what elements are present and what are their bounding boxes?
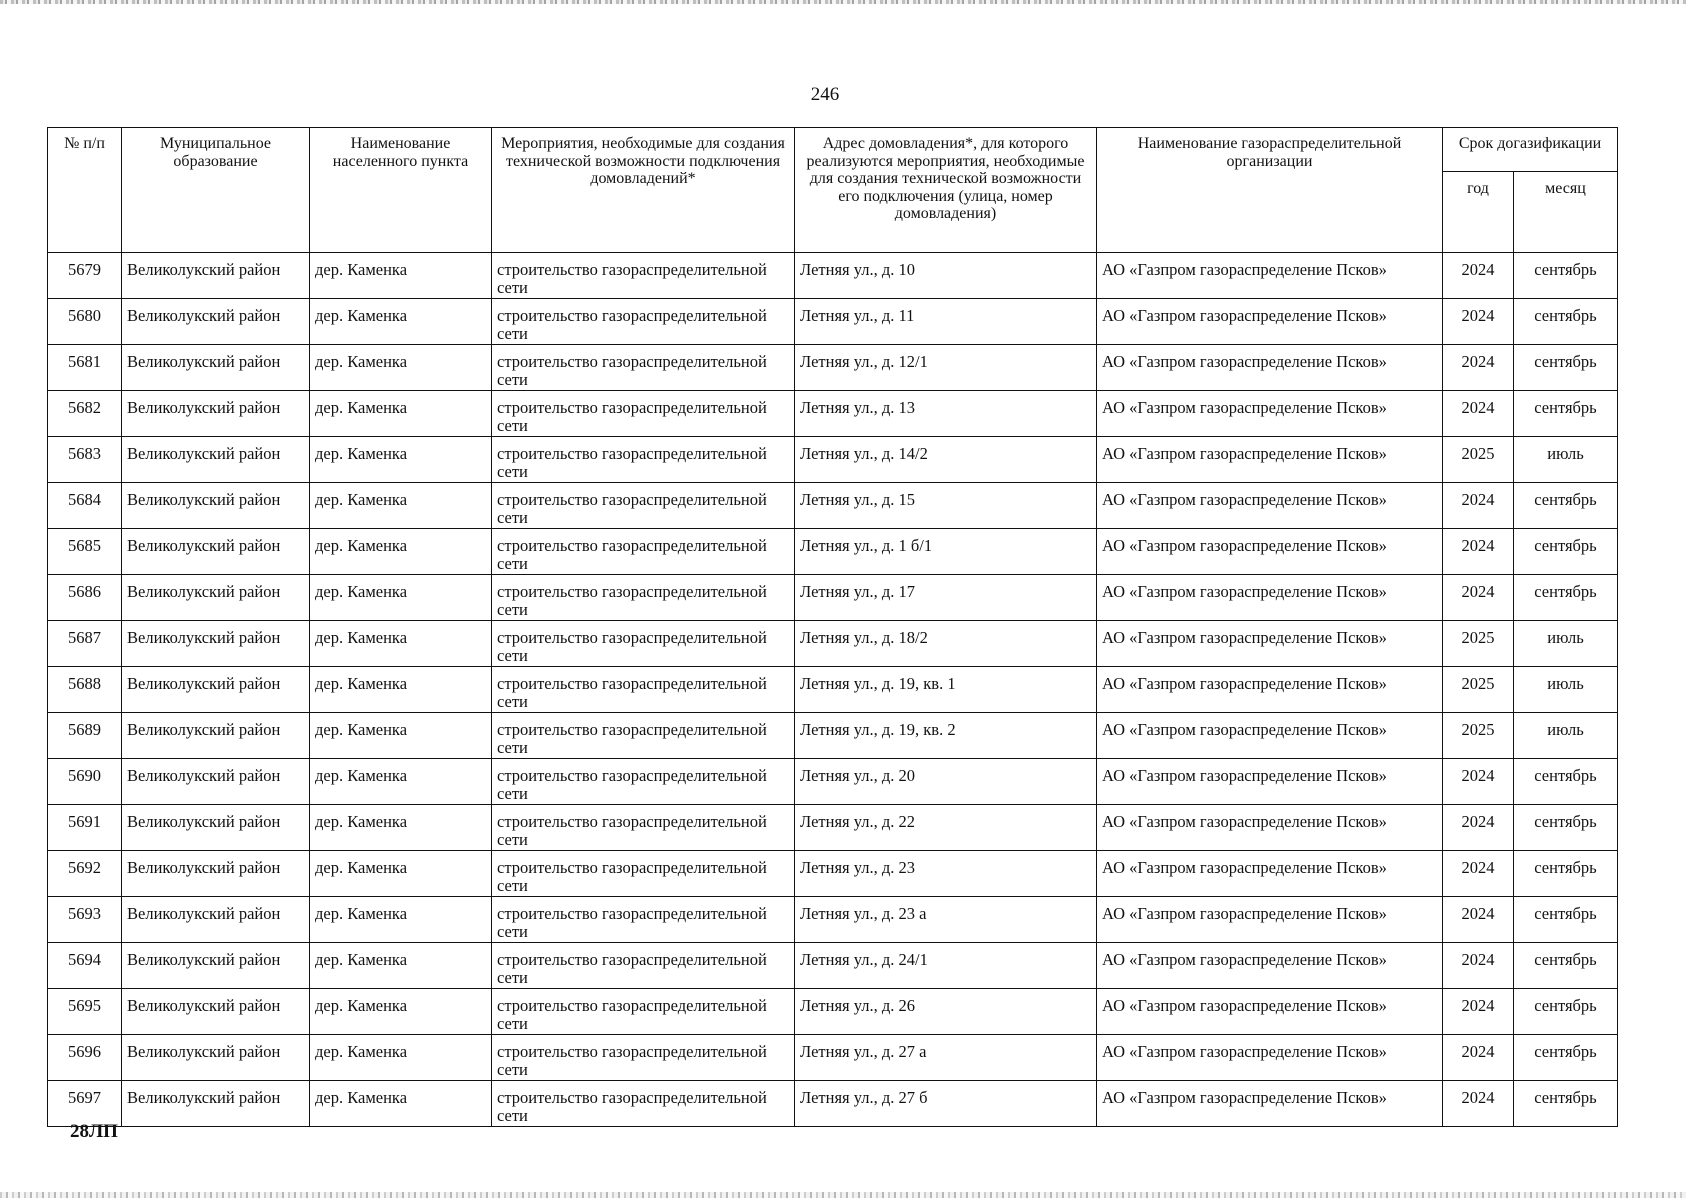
cell-organization: АО «Газпром газораспределение Псков» (1097, 759, 1443, 805)
cell-municipality: Великолукский район (122, 391, 310, 437)
cell-municipality: Великолукский район (122, 437, 310, 483)
cell-measure: строительство газораспределительной сети (492, 759, 795, 805)
cell-organization: АО «Газпром газораспределение Псков» (1097, 621, 1443, 667)
cell-address: Летняя ул., д. 20 (795, 759, 1097, 805)
cell-municipality: Великолукский район (122, 529, 310, 575)
cell-municipality: Великолукский район (122, 483, 310, 529)
table-row (48, 437, 1618, 483)
cell-address: Летняя ул., д. 11 (795, 299, 1097, 345)
cell-measure: строительство газораспределительной сети (492, 345, 795, 391)
cell-month: сентябрь (1514, 391, 1618, 437)
cell-settlement: дер. Каменка (310, 575, 492, 621)
cell-year: 2025 (1443, 437, 1514, 483)
cell-organization: АО «Газпром газораспределение Псков» (1097, 1035, 1443, 1081)
cell-settlement: дер. Каменка (310, 299, 492, 345)
cell-address: Летняя ул., д. 10 (795, 253, 1097, 299)
table-row (48, 851, 1618, 897)
cell-num: 5690 (48, 759, 122, 805)
cell-measure: строительство газораспределительной сети (492, 299, 795, 345)
cell-num: 5691 (48, 805, 122, 851)
cell-municipality: Великолукский район (122, 1035, 310, 1081)
cell-municipality: Великолукский район (122, 621, 310, 667)
cell-settlement: дер. Каменка (310, 989, 492, 1035)
header-address: Адрес домовладения*, для которого реализуются мероприятия, необходимые для создания технической возможности его подключения (улица, номер домовладения) (795, 128, 1097, 253)
cell-year: 2024 (1443, 1081, 1514, 1127)
cell-year: 2025 (1443, 713, 1514, 759)
cell-organization: АО «Газпром газораспределение Псков» (1097, 943, 1443, 989)
header-num: № п/п (48, 128, 122, 253)
table-row (48, 805, 1618, 851)
table-row (48, 1081, 1618, 1127)
cell-measure: строительство газораспределительной сети (492, 437, 795, 483)
cell-year: 2024 (1443, 529, 1514, 575)
cell-year: 2024 (1443, 253, 1514, 299)
cell-municipality: Великолукский район (122, 575, 310, 621)
cell-municipality: Великолукский район (122, 345, 310, 391)
table-row (48, 345, 1618, 391)
cell-settlement: дер. Каменка (310, 851, 492, 897)
gasification-table (47, 127, 1618, 1127)
table-row (48, 299, 1618, 345)
cell-address: Летняя ул., д. 1 б/1 (795, 529, 1097, 575)
cell-settlement: дер. Каменка (310, 391, 492, 437)
cell-month: сентябрь (1514, 1035, 1618, 1081)
cell-year: 2024 (1443, 483, 1514, 529)
cell-num: 5693 (48, 897, 122, 943)
cell-num: 5692 (48, 851, 122, 897)
page-number: 246 (810, 84, 840, 105)
cell-organization: АО «Газпром газораспределение Псков» (1097, 437, 1443, 483)
cell-municipality: Великолукский район (122, 299, 310, 345)
cell-address: Летняя ул., д. 15 (795, 483, 1097, 529)
cell-organization: АО «Газпром газораспределение Псков» (1097, 805, 1443, 851)
cell-settlement: дер. Каменка (310, 1035, 492, 1081)
cell-num: 5685 (48, 529, 122, 575)
cell-measure: строительство газораспределительной сети (492, 253, 795, 299)
cell-year: 2024 (1443, 989, 1514, 1035)
scan-edge-top (0, 0, 1686, 4)
cell-year: 2024 (1443, 759, 1514, 805)
cell-address: Летняя ул., д. 23 (795, 851, 1097, 897)
cell-organization: АО «Газпром газораспределение Псков» (1097, 575, 1443, 621)
cell-municipality: Великолукский район (122, 805, 310, 851)
footer-code: 28ЛП (70, 1121, 118, 1142)
cell-municipality: Великолукский район (122, 713, 310, 759)
cell-measure: строительство газораспределительной сети (492, 805, 795, 851)
table-row (48, 529, 1618, 575)
cell-organization: АО «Газпром газораспределение Псков» (1097, 1081, 1443, 1127)
table-row (48, 483, 1618, 529)
cell-address: Летняя ул., д. 23 а (795, 897, 1097, 943)
table-row (48, 989, 1618, 1035)
table-row (48, 391, 1618, 437)
cell-settlement: дер. Каменка (310, 437, 492, 483)
cell-measure: строительство газораспределительной сети (492, 621, 795, 667)
cell-month: сентябрь (1514, 299, 1618, 345)
cell-month: сентябрь (1514, 989, 1618, 1035)
cell-address: Летняя ул., д. 24/1 (795, 943, 1097, 989)
table-body (48, 253, 1618, 1127)
cell-address: Летняя ул., д. 19, кв. 2 (795, 713, 1097, 759)
cell-settlement: дер. Каменка (310, 943, 492, 989)
cell-measure: строительство газораспределительной сети (492, 897, 795, 943)
cell-organization: АО «Газпром газораспределение Псков» (1097, 667, 1443, 713)
cell-measure: строительство газораспределительной сети (492, 1081, 795, 1127)
cell-organization: АО «Газпром газораспределение Псков» (1097, 391, 1443, 437)
cell-year: 2024 (1443, 345, 1514, 391)
cell-address: Летняя ул., д. 18/2 (795, 621, 1097, 667)
cell-year: 2024 (1443, 897, 1514, 943)
cell-measure: строительство газораспределительной сети (492, 713, 795, 759)
cell-organization: АО «Газпром газораспределение Псков» (1097, 851, 1443, 897)
cell-measure: строительство газораспределительной сети (492, 1035, 795, 1081)
cell-num: 5689 (48, 713, 122, 759)
table-row (48, 575, 1618, 621)
cell-settlement: дер. Каменка (310, 483, 492, 529)
table-row (48, 253, 1618, 299)
cell-organization: АО «Газпром газораспределение Псков» (1097, 713, 1443, 759)
cell-month: сентябрь (1514, 253, 1618, 299)
cell-num: 5695 (48, 989, 122, 1035)
cell-year: 2024 (1443, 943, 1514, 989)
cell-num: 5686 (48, 575, 122, 621)
cell-year: 2024 (1443, 299, 1514, 345)
cell-measure: строительство газораспределительной сети (492, 989, 795, 1035)
header-month: месяц (1514, 172, 1618, 253)
cell-municipality: Великолукский район (122, 943, 310, 989)
cell-municipality: Великолукский район (122, 759, 310, 805)
table-row (48, 621, 1618, 667)
cell-settlement: дер. Каменка (310, 805, 492, 851)
cell-address: Летняя ул., д. 27 б (795, 1081, 1097, 1127)
cell-organization: АО «Газпром газораспределение Псков» (1097, 345, 1443, 391)
cell-organization: АО «Газпром газораспределение Псков» (1097, 299, 1443, 345)
cell-year: 2024 (1443, 1035, 1514, 1081)
cell-num: 5683 (48, 437, 122, 483)
cell-num: 5696 (48, 1035, 122, 1081)
cell-num: 5687 (48, 621, 122, 667)
header-term: Срок догазификации (1443, 128, 1618, 172)
cell-measure: строительство газораспределительной сети (492, 943, 795, 989)
cell-address: Летняя ул., д. 12/1 (795, 345, 1097, 391)
table-row (48, 1035, 1618, 1081)
cell-month: сентябрь (1514, 851, 1618, 897)
cell-measure: строительство газораспределительной сети (492, 575, 795, 621)
cell-num: 5679 (48, 253, 122, 299)
header-row (48, 128, 1618, 172)
table-row (48, 667, 1618, 713)
cell-year: 2024 (1443, 851, 1514, 897)
cell-num: 5681 (48, 345, 122, 391)
cell-settlement: дер. Каменка (310, 897, 492, 943)
header-year: год (1443, 172, 1514, 253)
cell-address: Летняя ул., д. 26 (795, 989, 1097, 1035)
cell-organization: АО «Газпром газораспределение Псков» (1097, 253, 1443, 299)
table-row (48, 759, 1618, 805)
cell-organization: АО «Газпром газораспределение Псков» (1097, 897, 1443, 943)
cell-organization: АО «Газпром газораспределение Псков» (1097, 483, 1443, 529)
cell-municipality: Великолукский район (122, 667, 310, 713)
table-row (48, 897, 1618, 943)
cell-address: Летняя ул., д. 27 а (795, 1035, 1097, 1081)
cell-year: 2024 (1443, 391, 1514, 437)
cell-municipality: Великолукский район (122, 1081, 310, 1127)
cell-address: Летняя ул., д. 13 (795, 391, 1097, 437)
cell-month: сентябрь (1514, 575, 1618, 621)
scan-edge-bottom (0, 1192, 1686, 1198)
cell-settlement: дер. Каменка (310, 667, 492, 713)
cell-num: 5697 (48, 1081, 122, 1127)
cell-settlement: дер. Каменка (310, 759, 492, 805)
table-row (48, 943, 1618, 989)
cell-month: сентябрь (1514, 943, 1618, 989)
cell-organization: АО «Газпром газораспределение Псков» (1097, 529, 1443, 575)
cell-measure: строительство газораспределительной сети (492, 391, 795, 437)
cell-month: сентябрь (1514, 759, 1618, 805)
cell-month: июль (1514, 713, 1618, 759)
cell-address: Летняя ул., д. 19, кв. 1 (795, 667, 1097, 713)
cell-num: 5684 (48, 483, 122, 529)
cell-settlement: дер. Каменка (310, 713, 492, 759)
cell-year: 2024 (1443, 575, 1514, 621)
cell-municipality: Великолукский район (122, 851, 310, 897)
cell-num: 5682 (48, 391, 122, 437)
cell-year: 2024 (1443, 805, 1514, 851)
cell-month: июль (1514, 667, 1618, 713)
cell-municipality: Великолукский район (122, 989, 310, 1035)
cell-settlement: дер. Каменка (310, 345, 492, 391)
cell-measure: строительство газораспределительной сети (492, 483, 795, 529)
header-settlement: Наименование населенного пункта (310, 128, 492, 253)
cell-organization: АО «Газпром газораспределение Псков» (1097, 989, 1443, 1035)
cell-measure: строительство газораспределительной сети (492, 851, 795, 897)
cell-settlement: дер. Каменка (310, 253, 492, 299)
cell-month: сентябрь (1514, 529, 1618, 575)
cell-address: Летняя ул., д. 17 (795, 575, 1097, 621)
cell-month: сентябрь (1514, 1081, 1618, 1127)
cell-settlement: дер. Каменка (310, 1081, 492, 1127)
cell-address: Летняя ул., д. 22 (795, 805, 1097, 851)
cell-month: сентябрь (1514, 805, 1618, 851)
cell-num: 5688 (48, 667, 122, 713)
cell-measure: строительство газораспределительной сети (492, 529, 795, 575)
cell-municipality: Великолукский район (122, 897, 310, 943)
cell-month: сентябрь (1514, 483, 1618, 529)
cell-settlement: дер. Каменка (310, 529, 492, 575)
cell-num: 5680 (48, 299, 122, 345)
table-row (48, 713, 1618, 759)
header-organization: Наименование газораспределительной организации (1097, 128, 1443, 253)
cell-address: Летняя ул., д. 14/2 (795, 437, 1097, 483)
header-municipality: Муниципальное образование (122, 128, 310, 253)
cell-month: июль (1514, 437, 1618, 483)
header-measures: Мероприятия, необходимые для создания технической возможности подключения домовладений* (492, 128, 795, 253)
cell-municipality: Великолукский район (122, 253, 310, 299)
cell-num: 5694 (48, 943, 122, 989)
cell-month: сентябрь (1514, 345, 1618, 391)
cell-month: июль (1514, 621, 1618, 667)
cell-year: 2025 (1443, 621, 1514, 667)
cell-year: 2025 (1443, 667, 1514, 713)
cell-measure: строительство газораспределительной сети (492, 667, 795, 713)
cell-month: сентябрь (1514, 897, 1618, 943)
cell-settlement: дер. Каменка (310, 621, 492, 667)
